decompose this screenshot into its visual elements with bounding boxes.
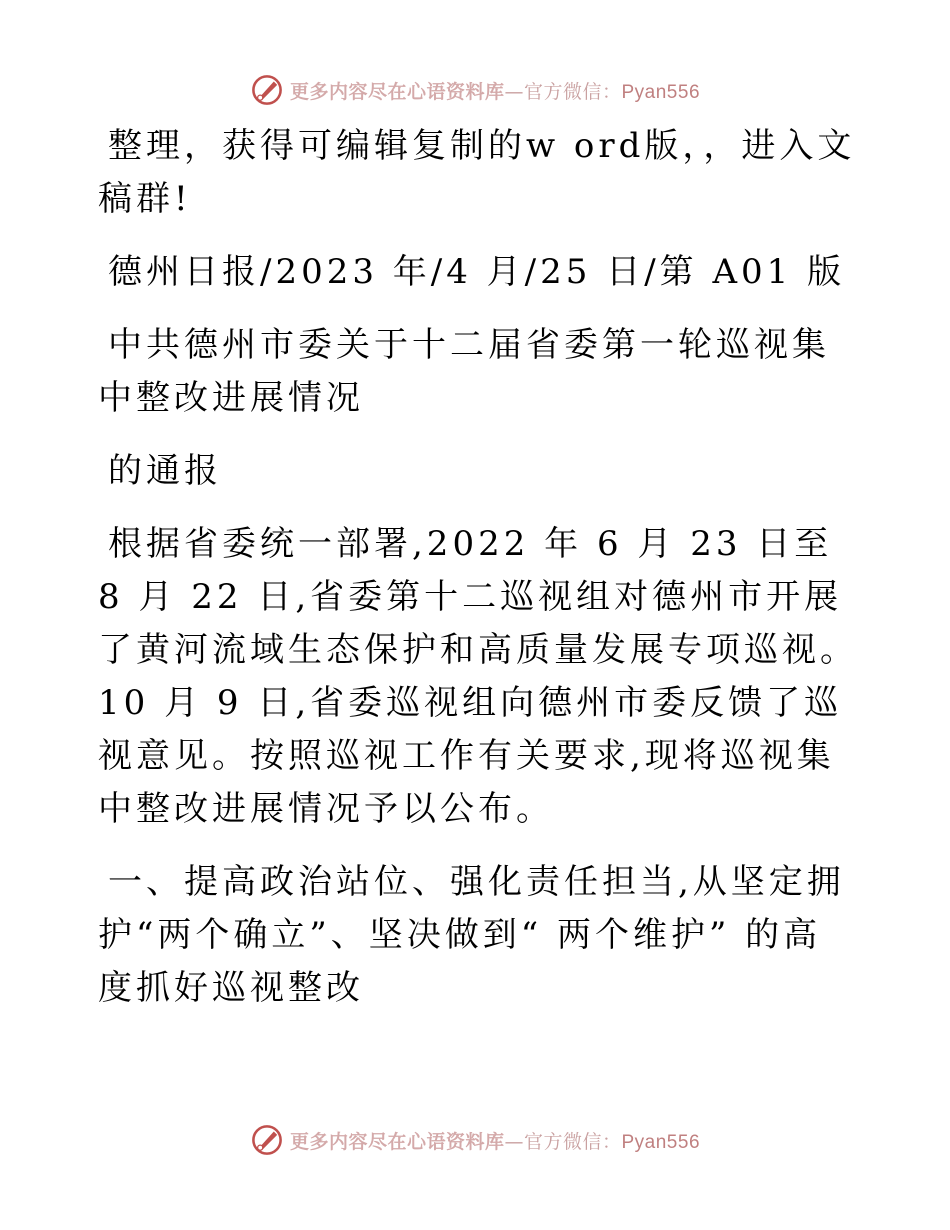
- document-title: 中共德州市委关于十二届省委第一轮巡视集中整改进展情况: [98, 325, 830, 418]
- watermark-main: 更多内容尽在心语资料库: [289, 80, 505, 103]
- body-paragraph: 根据省委统一部署,2022 年 6 月 23 日至 8 月 22 日,省委第十二巡视组对德州市开展了黄河流域生态保护和高质量发展专项巡视。10 月 9 日,省委巡视组向德州市委反馈了巡视意见。按照巡视工作有关要求,现将巡视集中整改进展情况予以公布。: [98, 524, 858, 829]
- pen-logo-icon: [250, 73, 284, 107]
- footer-watermark: [0, 1120, 950, 1160]
- pen-logo-icon: [250, 1123, 284, 1157]
- watermark-id: Pyan556: [621, 1131, 701, 1153]
- watermark-sub: —官方微信：: [504, 80, 622, 103]
- section-heading-one: 一、提高政治站位、强化责任担当,从坚定拥护“两个确立”、坚决做到“ 两个维护” 的高度抓好巡视整改: [98, 862, 845, 1008]
- document-body: [98, 120, 858, 1015]
- source-line: 德州日报/2023 年/4 月/25 日/第 A01 版: [108, 252, 846, 292]
- header-watermark: [0, 70, 950, 110]
- document-title-continued: 的通报: [108, 451, 222, 491]
- watermark-sub: —官方微信：: [504, 1130, 622, 1153]
- intro-paragraph: 整理，获得可编辑复制的w ord版，，进入文稿群!: [98, 126, 856, 219]
- watermark-main: 更多内容尽在心语资料库: [289, 1130, 505, 1153]
- watermark-id: Pyan556: [621, 81, 701, 103]
- watermark-text: [290, 77, 700, 104]
- watermark-text: [290, 1127, 700, 1154]
